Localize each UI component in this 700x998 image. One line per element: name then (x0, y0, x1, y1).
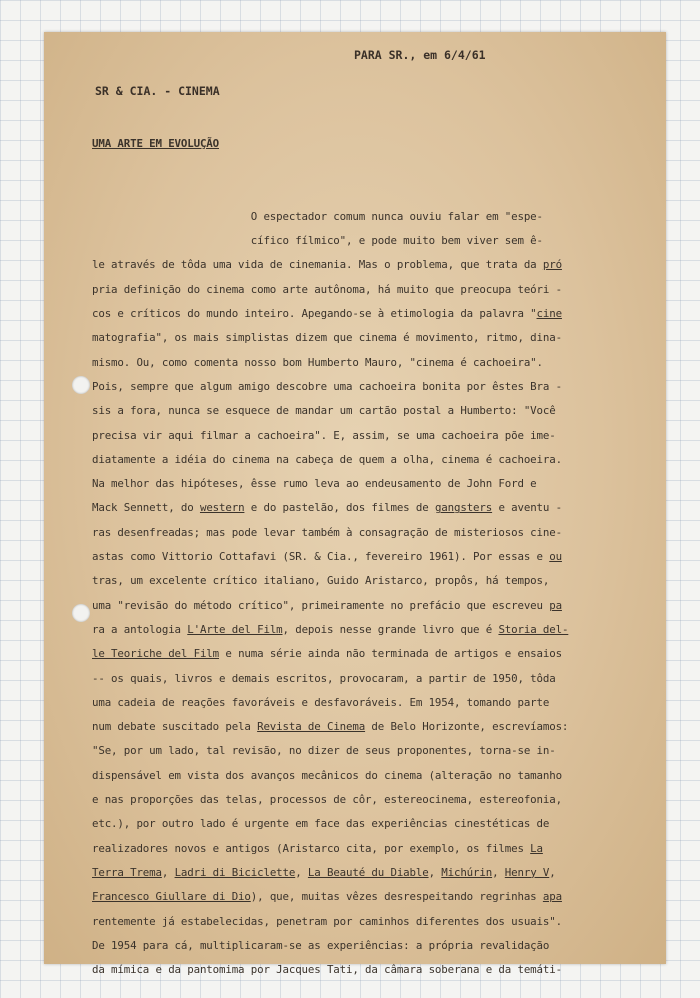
text-run: e nas proporções das telas, processos de côr, estereocinema, estereofonia, (92, 793, 562, 807)
underlined-title: apa (542, 890, 562, 904)
text-run: etc.), por outro lado é urgente em face das experiências cinestéticas de (92, 817, 550, 831)
text-line (92, 885, 652, 909)
underlined-title: Revista de Cinema (257, 720, 366, 734)
underlined-title: Terra Trema (92, 865, 162, 879)
dateline: PARA SR., em 6/4/61 (354, 48, 486, 62)
text-line (92, 399, 652, 423)
text-run: , (492, 865, 505, 879)
text-run: ras desenfreadas; mas pode levar também à consagração de misteriosos cine- (92, 525, 562, 539)
text-run: rentemente já estabelecidas, penetram por caminhos diferentes dos usuais". (92, 914, 562, 928)
article-body (92, 132, 652, 982)
text-run: e do pastelão, dos filmes de (244, 501, 435, 515)
text-run: cífico fílmico", e pode muito bem viver sem ê- (92, 234, 543, 248)
text-run: cos e críticos do mundo inteiro. Apegando-se à etimologia da palavra " (92, 307, 537, 321)
article-headline: UMA ARTE EM EVOLUÇÃO (92, 137, 220, 150)
underlined-title: western (199, 501, 245, 515)
text-run: e aventu - (492, 501, 562, 515)
text-run: da mímica e da pantomima por Jacques Tati, da câmara soberana e da temáti- (92, 963, 562, 977)
text-line (92, 715, 652, 739)
underlined-title: gangsters (434, 501, 493, 515)
text-line (92, 545, 652, 569)
text-line (92, 764, 652, 788)
text-line (92, 569, 652, 593)
underlined-title: Michúrin (441, 865, 493, 879)
text-run: uma cadeia de reações favoráveis e desfavoráveis. Em 1954, tomando parte (92, 695, 550, 709)
text-line (92, 375, 652, 399)
text-line (92, 205, 652, 229)
text-run: ), que, muitas vêzes desrespeitando regrinhas (250, 890, 543, 904)
text-line (92, 594, 652, 618)
underlined-title: pa (549, 598, 562, 612)
text-run: le através de tôda uma vida de cinemania. Mas o problema, que trata da (92, 258, 543, 272)
text-run: realizadores novos e antigos (Aristarco cita, por exemplo, os filmes (92, 841, 531, 855)
text-line (92, 424, 652, 448)
text-line (92, 934, 652, 958)
text-line (92, 642, 652, 666)
text-line (92, 812, 652, 836)
text-run: De 1954 para cá, multiplicaram-se as experiências: a própria revalidação (92, 938, 550, 952)
text-run: -- os quais, livros e demais escritos, provocaram, a partir de 1950, tôda (92, 671, 556, 685)
text-run: ra a antologia (92, 622, 188, 636)
underlined-title: Ladri di Biciclette (174, 865, 296, 879)
punch-hole (72, 376, 90, 394)
text-run: de Belo Horizonte, escrevíamos: (365, 720, 569, 734)
text-line (92, 229, 652, 253)
text-line (92, 448, 652, 472)
text-run: pria definição do cinema como arte autônoma, há muito que preocupa teóri - (92, 282, 562, 296)
text-line (92, 788, 652, 812)
text-run: e numa série ainda não terminada de artigos e ensaios (219, 647, 562, 661)
underlined-title: pró (542, 258, 562, 272)
text-run: Pois, sempre que algum amigo descobre uma cachoeira bonita por êstes Bra - (92, 379, 562, 393)
text-run: dispensável em vista dos avanços mecânicos do cinema (alteração no tamanho (92, 768, 562, 782)
underlined-title: Francesco Giullare di Dio (92, 890, 251, 904)
underlined-title: La Beauté du Diable (307, 865, 429, 879)
text-run: , (428, 865, 442, 879)
text-run: matografia", os mais simplistas dizem que cinema é movimento, ritmo, dina- (92, 331, 562, 345)
text-run: "Se, por um lado, tal revisão, no dizer de seus proponentes, torna-se in- (92, 744, 556, 758)
text-run: astas como Vittorio Cottafavi (SR. & Cia., fevereiro 1961). Por essas e (92, 550, 550, 564)
underlined-title: cine (536, 307, 562, 321)
text-run: sis a fora, nunca se esquece de mandar um cartão postal a Humberto: "Você (92, 404, 556, 418)
text-run: , (161, 865, 175, 879)
underlined-title: Storia del- (498, 622, 569, 636)
underlined-title: Henry V (504, 865, 550, 879)
text-run: , (549, 865, 556, 879)
text-run: Mack Sennett, do (92, 501, 200, 515)
underlined-title: ou (549, 550, 562, 564)
text-line (92, 667, 652, 691)
typewritten-page (44, 32, 666, 977)
text-run: O espectador comum nunca ouviu falar em "espe- (92, 209, 543, 223)
text-line (92, 326, 652, 350)
text-run: uma "revisão do método crítico", primeiramente no prefácio que escreveu (92, 598, 550, 612)
text-line (92, 278, 652, 302)
text-line (92, 521, 652, 545)
text-line (92, 302, 652, 326)
text-line (92, 861, 652, 885)
text-run: , (295, 865, 308, 879)
text-run: num debate suscitado pela (92, 720, 258, 734)
text-run: tras, um excelente crítico italiano, Guido Aristarco, propôs, há tempos, (92, 574, 550, 588)
text-line (92, 496, 652, 520)
text-line (92, 472, 652, 496)
text-run: diatamente a idéia do cinema na cabeça de quem a olha, cinema é cachoeira. (92, 452, 562, 466)
text-line (92, 351, 652, 375)
section-title: SR & CIA. - CINEMA (95, 84, 220, 98)
text-run: Na melhor das hipóteses, êsse rumo leva ao endeusamento de John Ford e (92, 477, 537, 491)
text-line (92, 910, 652, 934)
text-line (92, 739, 652, 763)
underlined-title: le Teoriche del Film (92, 647, 220, 661)
text-run: , depois nesse grande livro que é (282, 622, 499, 636)
text-line (92, 253, 652, 277)
text-line (92, 691, 652, 715)
underlined-title: La (530, 841, 543, 855)
punch-hole (72, 604, 90, 622)
text-line (92, 958, 652, 982)
text-run: precisa vir aqui filmar a cachoeira". E, assim, se uma cachoeira põe ime- (92, 428, 556, 442)
text-run: mismo. Ou, como comenta nosso bom Humberto Mauro, "cinema é cachoeira". (92, 355, 543, 369)
text-line (92, 618, 652, 642)
underlined-title: L'Arte del Film (187, 622, 283, 636)
text-line (92, 837, 652, 861)
